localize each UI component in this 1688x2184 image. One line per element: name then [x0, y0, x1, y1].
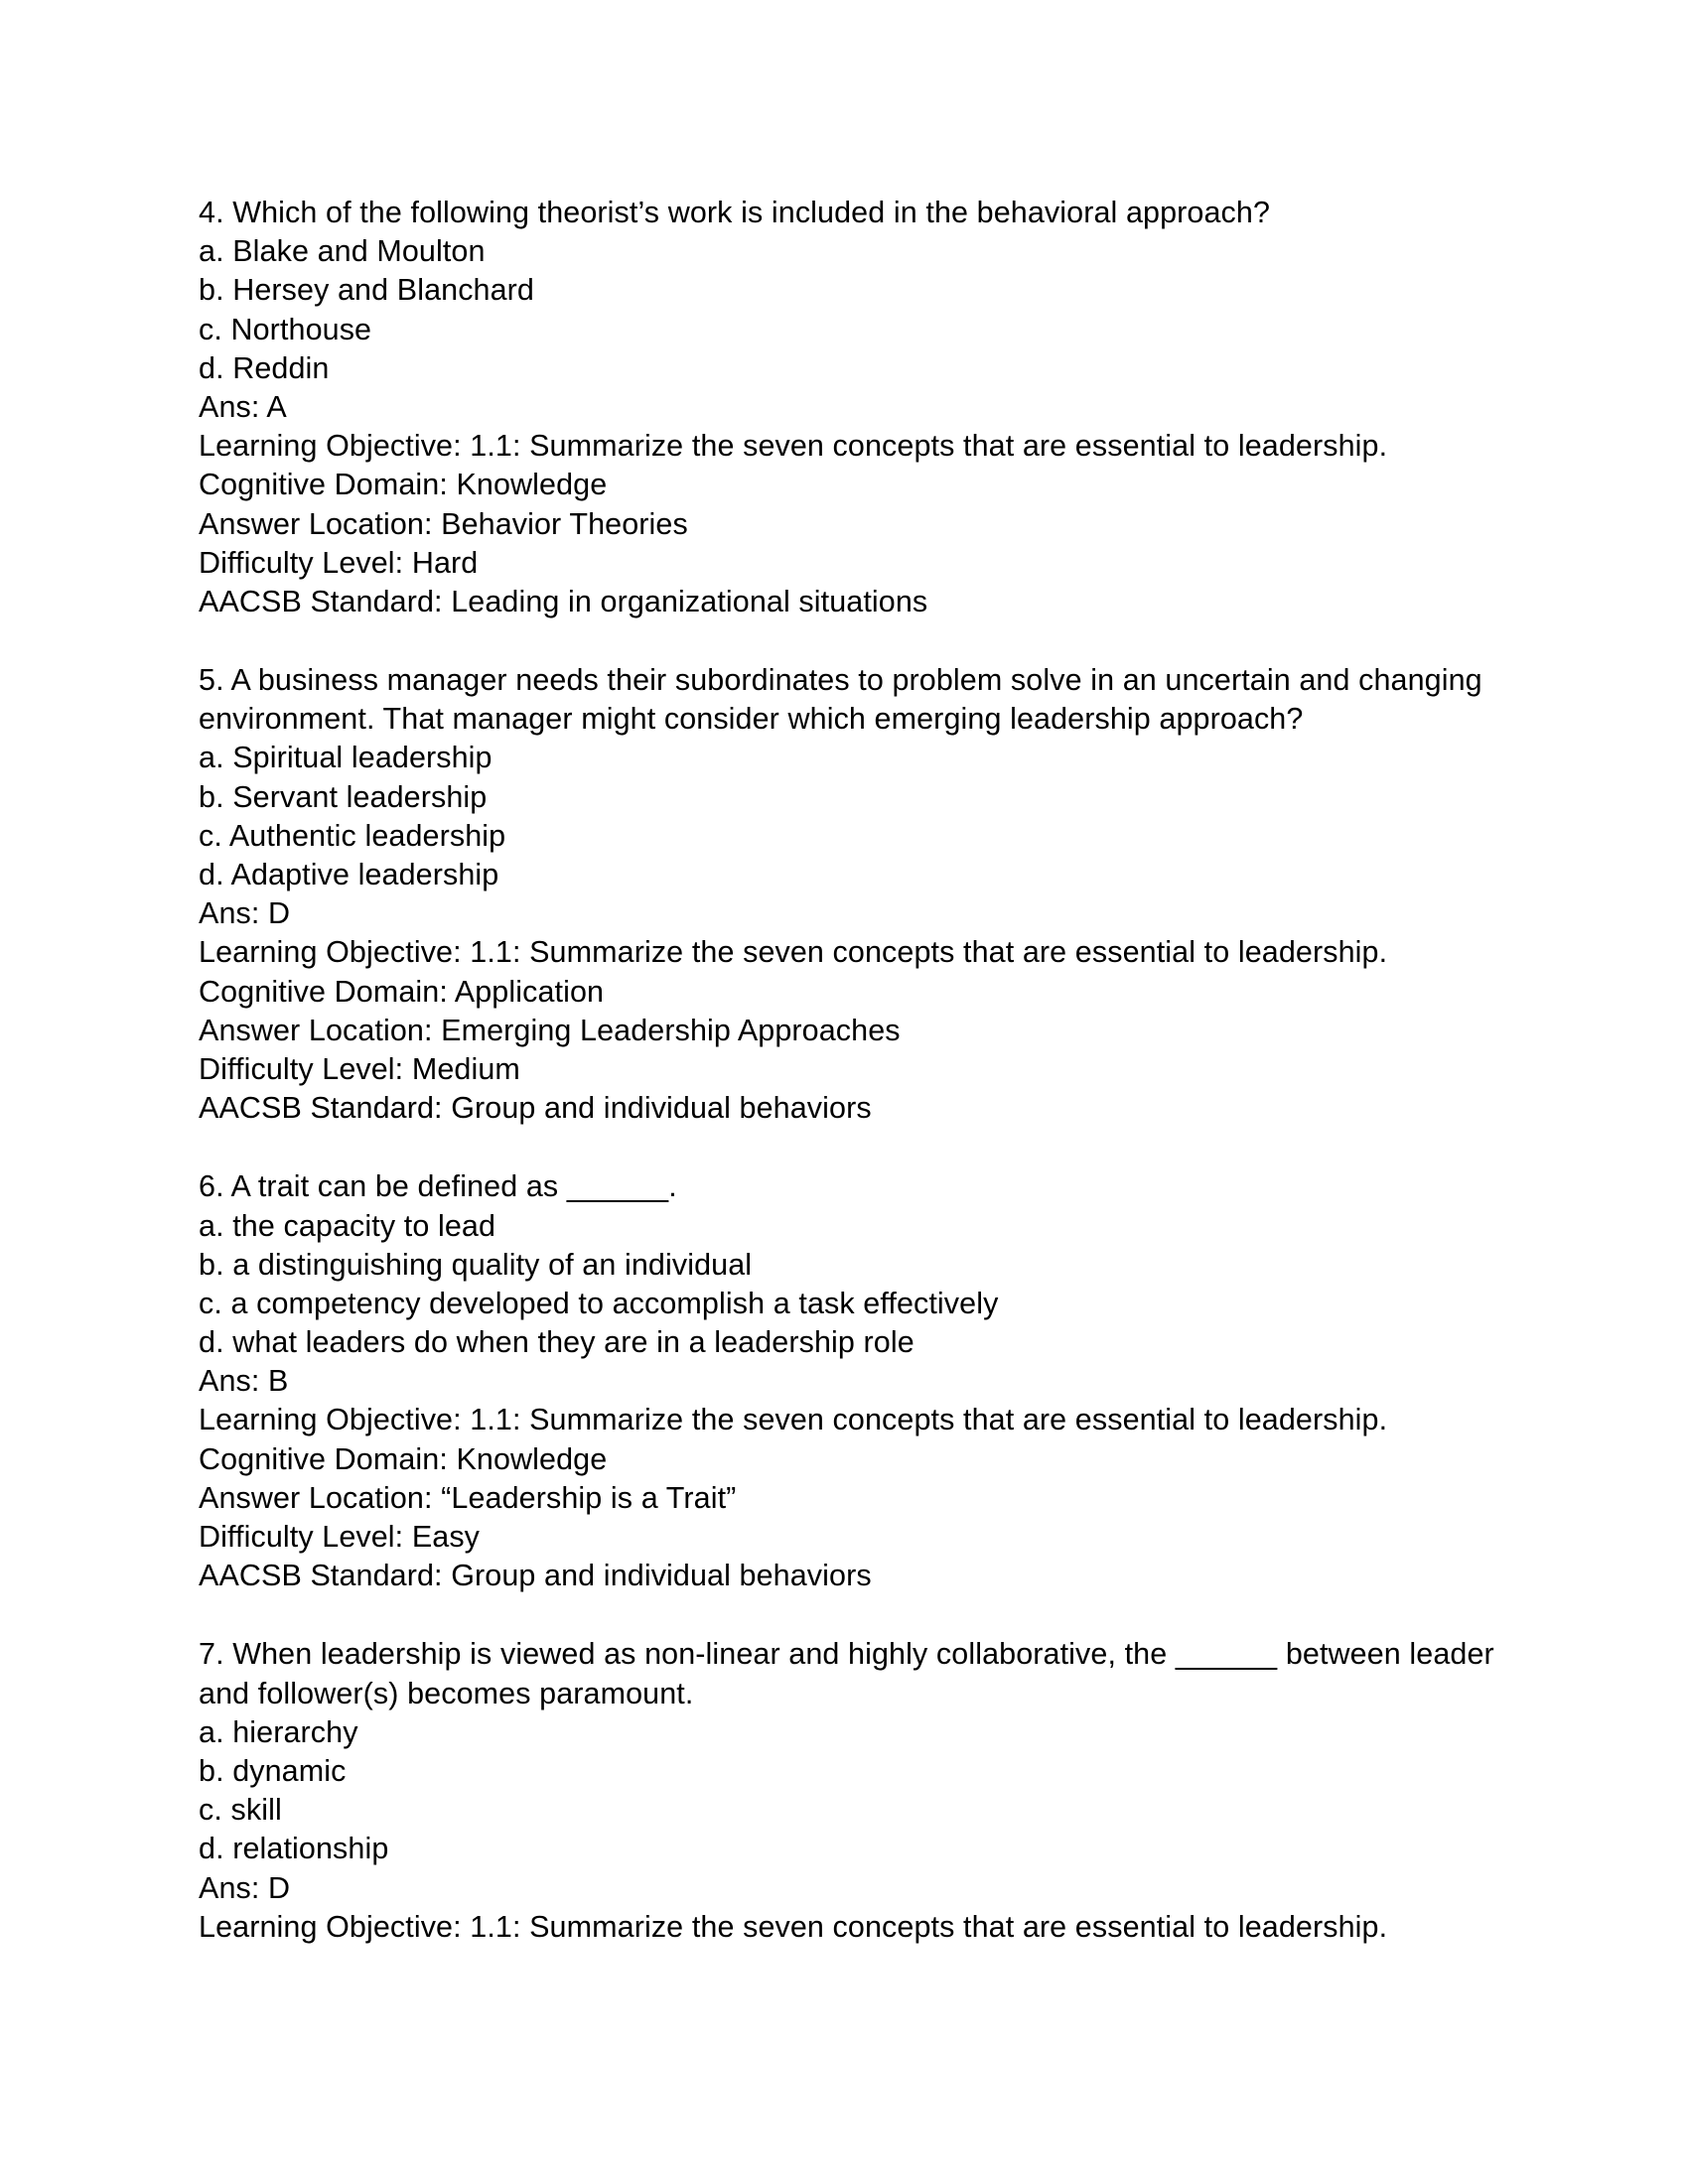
- aacsb-standard: AACSB Standard: Group and individual behaviors: [199, 1559, 872, 1593]
- question-stem: 5. A business manager needs their subordinates to problem solve in an uncertain and changing environment. That manager might consider which emerging leadership approach?: [199, 663, 1491, 737]
- option-d: d. relationship: [199, 1832, 389, 1866]
- answer-key: Ans: D: [199, 1870, 291, 1905]
- question-stem: 4. Which of the following theorist’s work is included in the behavioral approach?: [199, 196, 1271, 229]
- question-4: [199, 194, 1494, 621]
- learning-objective: Learning Objective: 1.1: Summarize the seven concepts that are essential to leadership.: [199, 1909, 1388, 1944]
- difficulty-level: Difficulty Level: Medium: [199, 1051, 520, 1086]
- cognitive-domain: Cognitive Domain: Application: [199, 974, 605, 1009]
- option-d: d. Adaptive leadership: [199, 858, 499, 891]
- question-stem: 7. When leadership is viewed as non-linear and highly collaborative, the ______ between leader and follower(s) becomes paramount.: [199, 1637, 1503, 1710]
- question-7: [199, 1635, 1503, 1947]
- answer-key: Ans: D: [199, 896, 291, 931]
- answer-location: Answer Location: Emerging Leadership Approaches: [199, 1013, 901, 1047]
- option-b: b. Hersey and Blanchard: [199, 273, 534, 308]
- answer-key: Ans: B: [199, 1364, 289, 1399]
- learning-objective: Learning Objective: 1.1: Summarize the seven concepts that are essential to leadership.: [199, 429, 1388, 464]
- option-d: d. Reddin: [199, 350, 330, 385]
- option-b: b. dynamic: [199, 1753, 347, 1788]
- option-b: b. Servant leadership: [199, 779, 488, 814]
- option-d: d. what leaders do when they are in a leadership role: [199, 1325, 914, 1360]
- learning-objective: Learning Objective: 1.1: Summarize the seven concepts that are essential to leadership.: [199, 1403, 1388, 1437]
- question-5: [199, 661, 1494, 1128]
- cognitive-domain: Cognitive Domain: Knowledge: [199, 468, 608, 502]
- test-bank-questions: [199, 194, 1503, 1947]
- cognitive-domain: Cognitive Domain: Knowledge: [199, 1441, 608, 1476]
- answer-key: Ans: A: [199, 389, 287, 424]
- option-a: a. hierarchy: [199, 1714, 358, 1749]
- option-a: a. Blake and Moulton: [199, 234, 486, 269]
- option-c: c. skill: [199, 1793, 282, 1828]
- aacsb-standard: AACSB Standard: Leading in organizational situations: [199, 584, 928, 618]
- option-b: b. a distinguishing quality of an individual: [199, 1247, 753, 1282]
- difficulty-level: Difficulty Level: Hard: [199, 545, 479, 580]
- learning-objective: Learning Objective: 1.1: Summarize the seven concepts that are essential to leadership.: [199, 935, 1388, 970]
- option-c: c. a competency developed to accomplish a task effectively: [199, 1286, 999, 1320]
- question-stem: 6. A trait can be defined as ______.: [199, 1169, 677, 1204]
- answer-location: Answer Location: “Leadership is a Trait”: [199, 1480, 737, 1515]
- option-c: c. Northouse: [199, 312, 372, 346]
- option-a: a. the capacity to lead: [199, 1208, 496, 1243]
- option-c: c. Authentic leadership: [199, 818, 506, 853]
- aacsb-standard: AACSB Standard: Group and individual behaviors: [199, 1091, 872, 1126]
- answer-location: Answer Location: Behavior Theories: [199, 506, 688, 541]
- question-6: [199, 1167, 1494, 1595]
- difficulty-level: Difficulty Level: Easy: [199, 1520, 481, 1554]
- option-a: a. Spiritual leadership: [199, 741, 492, 775]
